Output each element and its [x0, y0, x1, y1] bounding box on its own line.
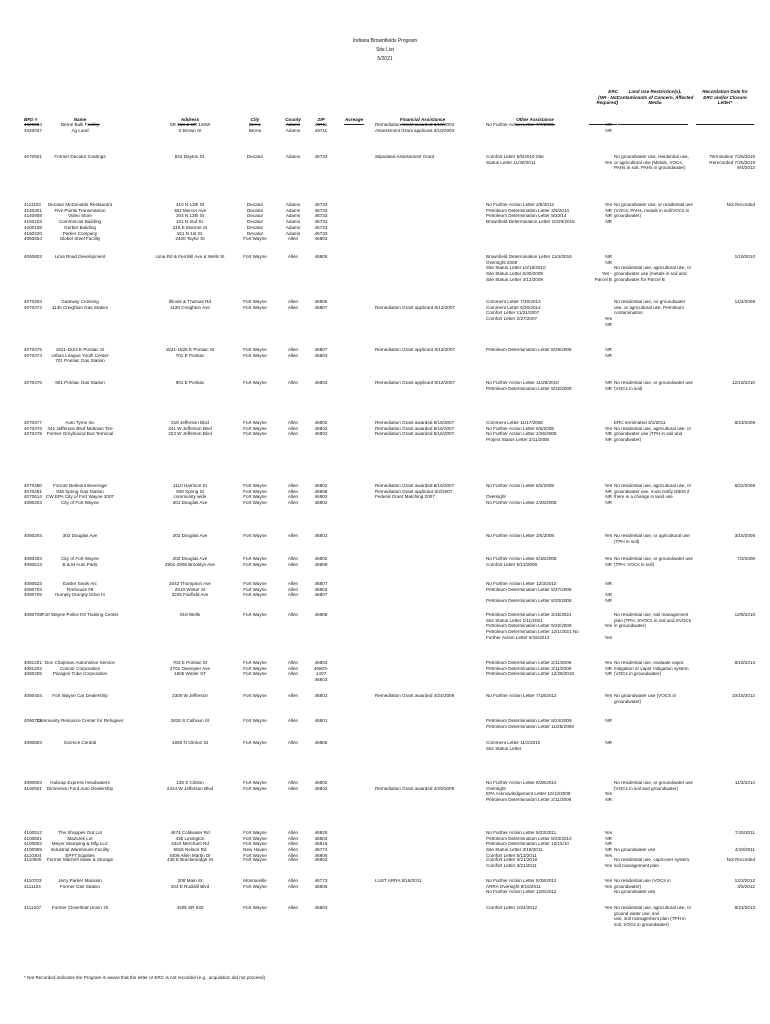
cell-bfd: 4080708 — [24, 612, 42, 617]
cell-address: 919 Wells — [179, 612, 201, 617]
col-header-financial: Financial Assistance — [399, 117, 446, 122]
cell-county: Adams — [285, 154, 301, 159]
cell-rec: 12/8/2010 — [734, 612, 755, 617]
cell-address: 901 E Pontiac — [175, 380, 205, 385]
cell-address: 208 Main St 204 E Rudisill Blvd — [170, 878, 210, 889]
cell-bfd: 4080523 4080704 4080705 — [24, 581, 42, 598]
cell-zip: 46802 46808 46802 46802 — [314, 483, 328, 506]
cell-bfd: 4111103 4140301 4140908 4150103 4200108 4160220 4060504 — [24, 202, 42, 242]
cell-other: Petroleum Determination Letter 9/24/2009 Petroleum Determination Letter 11/25/2009 — [486, 718, 574, 729]
cell-landuse: No residential use, agricultural use, or groundwater use (metals in soil and groundwater for Parcel B — [614, 265, 692, 282]
cell-erc: Yes NR — [604, 316, 612, 327]
cell-landuse: No residential use, or groundwater use (VOCs in soil) — [614, 380, 693, 391]
cell-city: Fort Wayne Fort Wayne Fort Wayne Fort Wayne — [243, 483, 267, 506]
cell-other: No Further Action Letter 8/28/2012 ARRA Oversight 8/16/2011 No Further Action Letter 12/5/2012 — [486, 878, 557, 895]
cell-bfd: 4070475 4070474 — [24, 347, 42, 358]
document-subtitle: Site List — [376, 47, 394, 53]
cell-rec: 12/18/2010 — [732, 380, 755, 385]
cell-city: Fort Wayne — [243, 254, 267, 259]
cell-name: Decatur McDonalds Restaurant Five Points Transmission Video Store Commercial Building Gerber Building Parker Company Globel Steel Facility — [47, 202, 113, 242]
cell-name: Community Resource Center for Refugees — [36, 718, 124, 723]
cell-zip: 46802 46802 — [314, 780, 328, 791]
cell-city: Fort Wayne Fort Wayne Fort Wayne — [243, 660, 267, 677]
cell-name: Gateway Crossing 1130 Creighton Gas Station — [51, 299, 109, 310]
cell-address: 1521-1525 E Pontiac St 701 E Pontiac — [165, 347, 215, 358]
cell-bfd: 4090904 4100501 — [24, 780, 42, 791]
cell-address: 2300 W Jefferson — [172, 693, 208, 698]
cell-landuse: ERC terminated 3/1/2011 No residential use, agricultural use, or groundwater use (TPH in soil and groundwater) — [614, 420, 692, 443]
cell-landuse: No residential use, or agricultural use (TPH in soil) — [614, 533, 690, 544]
cell-name: Jerry Parker Mansion Former Gas Station — [58, 878, 102, 889]
cell-county: Allen Allen Allen Allen Allen — [287, 830, 299, 858]
cell-name: Former Decatur Castings — [54, 154, 106, 159]
cell-city: Fort Wayne — [243, 612, 267, 617]
cell-city: Fort Wayne — [243, 533, 267, 538]
cell-name: Auto Tyme Inc 341 Jefferson Blvd Midtown Tire Former Greyhound Bus Terminal — [46, 420, 114, 437]
cell-erc: NR NR — [605, 380, 612, 391]
col-header-county: County — [285, 117, 301, 122]
cell-address: 135 S Clinton 2424 W Jefferson Blvd — [166, 780, 214, 791]
cell-name: Fort Wayne Car Dealership — [52, 693, 108, 698]
cell-landuse: No residential use, or groundwater use (TPH, VOCs in soil) — [614, 556, 693, 567]
cell-name: Fort Wayne Police K9 Training Center — [41, 612, 119, 617]
cell-financial: Remediation Grant awarded 3/10/2003 Assessment Grant applicant 3/10/2003 — [375, 122, 455, 133]
cell-rec: 8/22/2008 — [734, 483, 755, 488]
cell-name: Former Mitchell Sales & Storage — [46, 857, 114, 862]
cell-landuse: No residential use, evaluate vapor mitigation or vapor mitigation system (VOCs in groundwater) — [614, 660, 689, 677]
cell-address: SR 218 & CR 150W S Brown St — [169, 122, 211, 133]
cell-rec: Not Recorded — [726, 202, 755, 207]
cell-city: Fort Wayne Fort Wayne — [243, 780, 267, 791]
cell-bfd: 4110505 — [24, 857, 42, 862]
cell-bfd: 4080404 — [24, 693, 42, 698]
cell-bfd: 4060602 — [24, 254, 42, 259]
cell-other: Comment Letter 11/17/2008 No Further Action Letter 6/6/2008 No Further Action Letter 2/26/2008 Project Status Letter 2/11/2008 — [486, 420, 557, 443]
cell-bfd: 4080403 4080513 — [24, 556, 42, 567]
cell-financial: Remediation Grant applicant 8/13/2007 — [375, 380, 455, 385]
cell-financial: Remediation Grant applicant 8/13/2007 — [375, 347, 455, 352]
cell-address: 2826 S Calhoun St — [170, 718, 210, 723]
col-header-bfd: BFD # — [24, 117, 38, 122]
cell-zip: 46803 46803-1407 46803 — [313, 660, 329, 683]
cell-rec: Termination 7/25/2019 Rerecorded 7/25/2019 9/4/2012 — [709, 154, 755, 171]
cell-name: 1521-1523 E Pontiac St Urban League Youth Center 701 Pontiac Gas Station — [51, 347, 109, 364]
cell-erc: Yes — [604, 693, 612, 698]
cell-other: No Further Action Letter 5/23/2011 Petroleum Determination Letter 8/23/2010 Petroleum Determination Letter 10/15/10 Site Status Letter 3/18/2011 Comfort Letter 5/13/2011 — [486, 830, 572, 858]
cell-county: Allen Allen Allen — [287, 660, 299, 677]
cell-bfd: 4070480 4070481 4070614 4080203 — [24, 483, 42, 506]
cell-county: Allen — [287, 857, 299, 862]
cell-zip: 46711 46711 — [314, 122, 328, 133]
cell-name: Doc Chapman Automotive Service Connor Corporation Paragon Tube Corporation — [45, 660, 115, 677]
cell-erc: Yes NR NR NR Yes — [604, 830, 612, 858]
cell-county: Allen Allen Allen — [287, 581, 299, 598]
col-header-acreage: Acreage — [344, 117, 364, 122]
cell-name: Science Central — [63, 740, 97, 745]
col-header-city: City — [250, 117, 260, 122]
cell-erc: NR NR — [605, 122, 612, 133]
cell-address: Illinois & Thomas Rd 1130 Creighton Ave — [168, 299, 212, 310]
cell-city: Berne Berne — [248, 122, 262, 133]
cell-zip: 46773 46806 — [314, 878, 328, 889]
cell-name: Hubcap Express Headwaters Dimension Ford Auto Dealership — [46, 780, 114, 791]
cell-landuse: No residential use, soil management plan (TPH, SVOCs in soil and SVOCs in groundwater) — [614, 612, 692, 629]
cell-erc: NR NR — [605, 347, 612, 358]
cell-county: Allen — [287, 612, 299, 617]
cell-landuse: No residential use (VOCs in groundwater) No groundwater use — [614, 878, 671, 895]
cell-city: Fort Wayne — [243, 718, 267, 723]
cell-bfd: 4090702 — [24, 718, 42, 723]
col-header-recordation: Recordation Date for ERC and/or Closure Letter* — [702, 89, 748, 106]
cell-erc: Yes Yes — [604, 878, 612, 889]
cell-bfd: 4100512 4100601 4100802 4100905 4110304 — [24, 830, 42, 858]
cell-rec: Not Recorded — [726, 857, 755, 862]
cell-city: Fort Wayne — [243, 693, 267, 698]
cell-name: The Shoppes Out Lot Mazurek Lot Meyer Stamping & Mfg LLC Industrial Warehouse Facility EPFT Equities — [50, 830, 110, 858]
cell-other: No Further Action Letter 12/3/2010 Petroleum Determination Letter 8/27/2008 Petroleum Determination Letter 8/20/2008 — [486, 581, 572, 604]
cell-zip: 46805 — [314, 254, 328, 259]
cell-city: Decatur Decatur Decatur Decatur Decatur Decatur Fort Wayne — [243, 202, 267, 242]
cell-rec: 8/23/2008 — [734, 420, 755, 425]
cell-other: Petroleum Determination Letter 2/11/2009 Petroleum Determination Letter 2/11/2009 Petroleum Determination Letter 12/29/2010 — [486, 660, 575, 677]
cell-landuse: No residential use, cap/cover system, soil management plan — [614, 857, 691, 868]
cell-address: 410 N 13th St 302 Mercer Ave 204 N 13th St 101 N 2nd St. 215 E Monroe St 151 N 1st St. 2400 Taylor St — [172, 202, 208, 242]
cell-erc: Yes NR — [604, 556, 612, 567]
cell-zip: 46808 — [314, 612, 328, 617]
cell-other: No Further Action Letter 2/8/2012 Petroleum Determination Letter 3/6/2014 Petroleum Determination Letter 9/22/14 Brownfield Determination Letter 10/29/2015 — [486, 202, 575, 225]
col-header-erc: ERC (NR - Not Required) — [596, 89, 618, 106]
header-underline — [696, 124, 754, 125]
cell-erc: Yes NR NR — [604, 425, 612, 443]
cell-other: Comment Letter 7/30/2014 Comment Letter 6/30/2014 Comfort Letter 11/21/2007 Comfort Letter 2/27/2007 — [486, 299, 541, 322]
cell-erc: Yes — [604, 862, 612, 868]
cell-other: Petroleum Determination Letter 3/15/2021 Site Status Letter 1/11/2021 Petroleum Determination Letter 8/22/2008 Petroleum Determination Letter 12/1/2021 No Further Action Letter 6/15/2013 — [486, 612, 579, 640]
cell-other: No Further Action Letter 8/2/2008 Oversight No Further Action Letter 2/26/2008 — [486, 483, 557, 506]
cell-county: Adams Adams Adams Adams Adams Adams Allen — [285, 202, 301, 242]
cell-city: Decatur — [246, 154, 264, 159]
cell-bfd: 4070501 — [24, 154, 42, 159]
cell-zip: 46802 — [314, 857, 328, 862]
cell-rec: 7/2/2008 — [737, 556, 755, 561]
col-header-other: Other Assistance — [516, 117, 554, 122]
cell-zip: 46802 — [314, 693, 328, 698]
cell-county: Allen — [287, 718, 299, 723]
cell-other: No Further Action Letter 7/7/2005 — [486, 122, 554, 127]
cell-erc: Yes NR NR NR — [604, 202, 612, 225]
cell-city: Fort Wayne Fort Wayne — [243, 347, 267, 358]
cell-name: 901 Pontiac Gas Station — [55, 380, 105, 385]
cell-other: Petroleum Determination Letter 8/29/2008 — [486, 347, 572, 352]
cell-financial: Remediation Grant awarded 4/24/2009 — [375, 693, 455, 698]
cell-rec: 8/23/2013 — [734, 905, 755, 910]
cell-erc: NR NR NR — [605, 581, 612, 604]
col-header-name: Name — [73, 117, 87, 122]
cell-zip: 46733 46733 46733 46733 46733 46733 46803 — [314, 202, 328, 242]
cell-address: 319 Jefferson Blvd 341 W Jefferson Blvd 223 W Jefferson Blvd — [168, 420, 212, 437]
cell-bfd: 4070204 4070472 — [24, 299, 42, 310]
cell-county: Allen Allen — [287, 347, 299, 358]
cell-zip: 46803 — [314, 380, 328, 385]
cell-other: Comfort Letter 6/5/2019 Site Status Letter 11/30/2011 — [486, 154, 544, 165]
cell-county: Allen — [287, 693, 299, 698]
cell-rec: 11/3/2014 — [734, 780, 755, 785]
cell-landuse: No groundwater use, residential use, or agricultural use (Metals, VOCs, PAHs in soil, PAHs in groundwater) — [614, 154, 689, 171]
cell-erc: Yes — [604, 159, 612, 165]
cell-landuse: No groundwater use, or residential use (VOCs, PAHs, metals in soil/VOCs in groundwater) — [614, 202, 693, 219]
cell-name: Berne Bulk Facility Ag Land — [60, 122, 100, 133]
cell-bfd: 4110703 4111104 — [24, 878, 42, 889]
col-header-address: Address — [180, 117, 200, 122]
cell-zip: 46802 46809 — [314, 556, 328, 567]
cell-county: Allen Allen — [287, 556, 299, 567]
cell-bfd: 4090803 — [24, 740, 42, 745]
cell-address: 4305 SR 930 — [176, 905, 204, 910]
cell-erc: Yes — [604, 533, 612, 538]
cell-rec: 12/4/2008 — [734, 299, 755, 304]
cell-bfd: 4111207 — [24, 905, 42, 910]
cell-financial: Stipulated Assessment Grant — [375, 154, 435, 159]
cell-city: Fort Wayne Fort Wayne Fort Wayne — [243, 420, 267, 437]
cell-city: Fort Wayne — [243, 740, 267, 745]
cell-landuse: No residential use, agricultural use, or ground water use, soil use, soil management plan (TPH in soil, VOCs in groundwater) — [614, 905, 692, 928]
cell-bfd: 4070476 — [24, 380, 42, 385]
cell-city: Fort Wayne Fort Wayne Fort Wayne — [243, 581, 267, 598]
cell-erc: Yes NR NR NR — [604, 483, 612, 506]
cell-erc: Yes Yes — [604, 623, 612, 640]
cell-address: 435 E Brackenridge St — [167, 857, 213, 862]
cell-other: No Further Action Letter 7/18/2012 — [486, 693, 557, 698]
cell-address: Lima Rd & Fernhill Ave & Wells St — [155, 254, 225, 259]
cell-address: 4674 Coldwater Rd 435 Lexington 4324 Merchant Rd 5816 Nelson Rd 4409 Allen Martin Dr — [169, 830, 211, 858]
cell-other: Comment Letter 11/4/2010 Site Status Letter — [486, 740, 541, 751]
cell-rec: 8/19/2013 — [734, 660, 755, 665]
cell-rec: 10/15/2012 — [732, 693, 755, 698]
cell-financial: LUST ARRA 8/16/2011 — [375, 878, 422, 883]
cell-county: Allen Allen — [287, 878, 299, 889]
header-underline — [344, 124, 364, 125]
cell-county: Allen Allen Allen Allen — [287, 483, 299, 506]
cell-county: Allen — [287, 905, 299, 910]
cell-zip: 46801 — [314, 718, 328, 723]
cell-city: Fort Wayne — [243, 905, 267, 910]
cell-name: 302 Douglas Ave — [62, 533, 98, 538]
cell-other: Brownfield Determination Letter 11/4/2016 Oversight 2008 Site Status Letter 10/19/2010 Site Status Letter 6/30/2009 Site Status Letter 4/13/2009 — [486, 254, 572, 282]
cell-address: 1110 Harrison St 938 Spring St community wide 301 Douglas Ave — [172, 483, 208, 506]
cell-rec: 12/3/2012 3/5/2012 — [734, 878, 755, 889]
cell-rec: 1/19/2010 — [734, 254, 755, 259]
cell-other: No Further Action Letter 3/5/2008 — [486, 533, 554, 538]
cell-name: Lima Road Development — [54, 254, 106, 259]
cell-rec: 7/15/2011 4/19/2011 — [734, 830, 755, 853]
cell-erc: Yes — [604, 905, 612, 910]
cell-name: City of Fort Wayne B & M Auto Parts — [61, 556, 99, 567]
cell-landuse: No residential use, no groundwater use, or agricultural use. Petroleum contamination. — [614, 299, 686, 316]
cell-address: 202 Douglas Ave 2901-2905 Brooklyn Ave — [165, 556, 215, 567]
cell-city: Fort Wayne Fort Wayne — [243, 556, 267, 567]
cell-county: Allen — [287, 380, 299, 385]
cell-zip: 46807 46803 46807 — [314, 581, 328, 598]
cell-city: Fort Wayne Fort Wayne Fort Wayne New Haven Fort Wayne — [243, 830, 267, 858]
cell-county: Allen Allen — [287, 780, 299, 791]
cell-county: Allen Allen Allen — [287, 420, 299, 437]
cell-county: Allen — [287, 533, 299, 538]
cell-other: No Further Action Letter 6/18/2008 Comfort Letter 5/13/2008 — [486, 556, 557, 567]
cell-address: 302 Douglas Ave — [172, 533, 208, 538]
cell-name: Former Cloverleaf Union 76 — [51, 905, 109, 910]
cell-erc: NR NR Yes - Parcel B — [594, 254, 612, 282]
cell-city: Fort Wayne — [243, 380, 267, 385]
cell-city: Fort Wayne — [243, 857, 267, 862]
cell-address: 1950 N Clinton St — [171, 740, 208, 745]
cell-financial: Remediation Grant awarded 8/16/2007 Remediation Grant awarded 8/16/2007 Remediation Grant awarded 8/16/2007 — [375, 420, 455, 437]
cell-zip: 46805 46807 — [314, 299, 328, 310]
cell-county: Allen — [287, 740, 299, 745]
cell-name: Former Belmont Beverage 938 Spring Gas Station CW EPA City of Fort Wayne 2007 City of Fort Wayne — [45, 483, 115, 506]
cell-name: Easter Seals Arc Firehouse #9 Humpty Dumpty Drive In — [54, 581, 106, 598]
cell-address: 822 Dayton St. — [174, 154, 206, 159]
header-underline — [618, 124, 688, 125]
cell-county: Adams Adams — [285, 122, 301, 133]
cell-county: Allen Allen — [287, 299, 299, 310]
cell-erc: Yes NR NR — [604, 660, 612, 677]
cell-landuse: No groundwater use (VOCS in groundwater) — [614, 693, 677, 704]
cell-other: No Further Action Letter 11/29/2010 Petroleum Determination Letter 8/22/2008 — [486, 380, 572, 391]
cell-landuse: No groundwater use — [614, 847, 656, 853]
cell-bfd: 4020034 4020047 — [24, 122, 42, 133]
cell-county: Allen — [287, 254, 299, 259]
cell-landuse: No residential use, agricultural use, or groundwater use, must notify IDEM if there is a change in land use — [614, 483, 692, 500]
cell-other: Comfort Letter 3/21/2019 Comfort Letter 3/21/2011 — [486, 857, 538, 868]
cell-other: Comfort Letter 10/4/2012 — [486, 905, 538, 910]
cell-bfd: 4081201 4081202 4080205 — [24, 660, 42, 677]
cell-other: No Further Action Letter 8/28/2014 Oversight EPA Acknowledgement Letter 10/13/2009 Petroleum Determination Letter 2/11/2009 — [486, 780, 572, 803]
cell-financial: Remediation Grant awarded 4/29/2009 — [375, 785, 455, 791]
cell-financial: Remediation Grant awarded 8/16/2007 Remediation Grant applicant 8/2/2007 Federal Grant Matching 2007 — [375, 483, 455, 500]
cell-zip: 46733 — [314, 154, 328, 159]
col-header-landuse: Land Use Restriction(s), Contaminants of Concern, Affected Media — [616, 89, 694, 106]
document-date: 5/2021 — [377, 56, 393, 62]
cell-landuse: No residential use, or groundwater use (VOCs in soil and groundwater) — [614, 780, 693, 791]
cell-zip: 46825 46803 46818 46774 46806 — [314, 830, 328, 858]
cell-address: 703 E Pontiac St 2701 Owenpier Ave 1605 Winter ST — [169, 660, 210, 677]
cell-erc: NR — [605, 740, 612, 745]
footnote: * Not Recorded indicates the Program is aware that the letter or ERC is not recorded (e.g., acquisition did not proceed) — [24, 975, 266, 980]
cell-financial: Remediation Grant applicant 8/13/2007 — [375, 304, 455, 310]
cell-erc: NR — [605, 718, 612, 723]
cell-erc: Yes NR — [604, 791, 612, 803]
cell-city: Fort Wayne Fort Wayne — [243, 299, 267, 310]
document-title: Indiana Brownfields Program — [352, 38, 418, 44]
cell-zip: 46803 — [314, 905, 328, 910]
cell-zip: 46805 — [314, 740, 328, 745]
cell-zip: 46802 46802 46802 — [314, 420, 328, 437]
cell-zip: 46807 46803 — [314, 347, 328, 358]
cell-bfd: 4080204 — [24, 533, 42, 538]
cell-zip: 46802 — [314, 533, 328, 538]
cell-city: Monroeville Fort Wayne — [243, 878, 267, 889]
cell-rec: 3/15/2008 — [734, 533, 755, 538]
cell-bfd: 4070477 4070478 4070479 — [24, 420, 42, 437]
col-header-zip: ZIP — [317, 117, 325, 122]
cell-address: 2542 Thompson Ave 2510 Winter St 3225 Fairfield Ave — [169, 581, 211, 598]
